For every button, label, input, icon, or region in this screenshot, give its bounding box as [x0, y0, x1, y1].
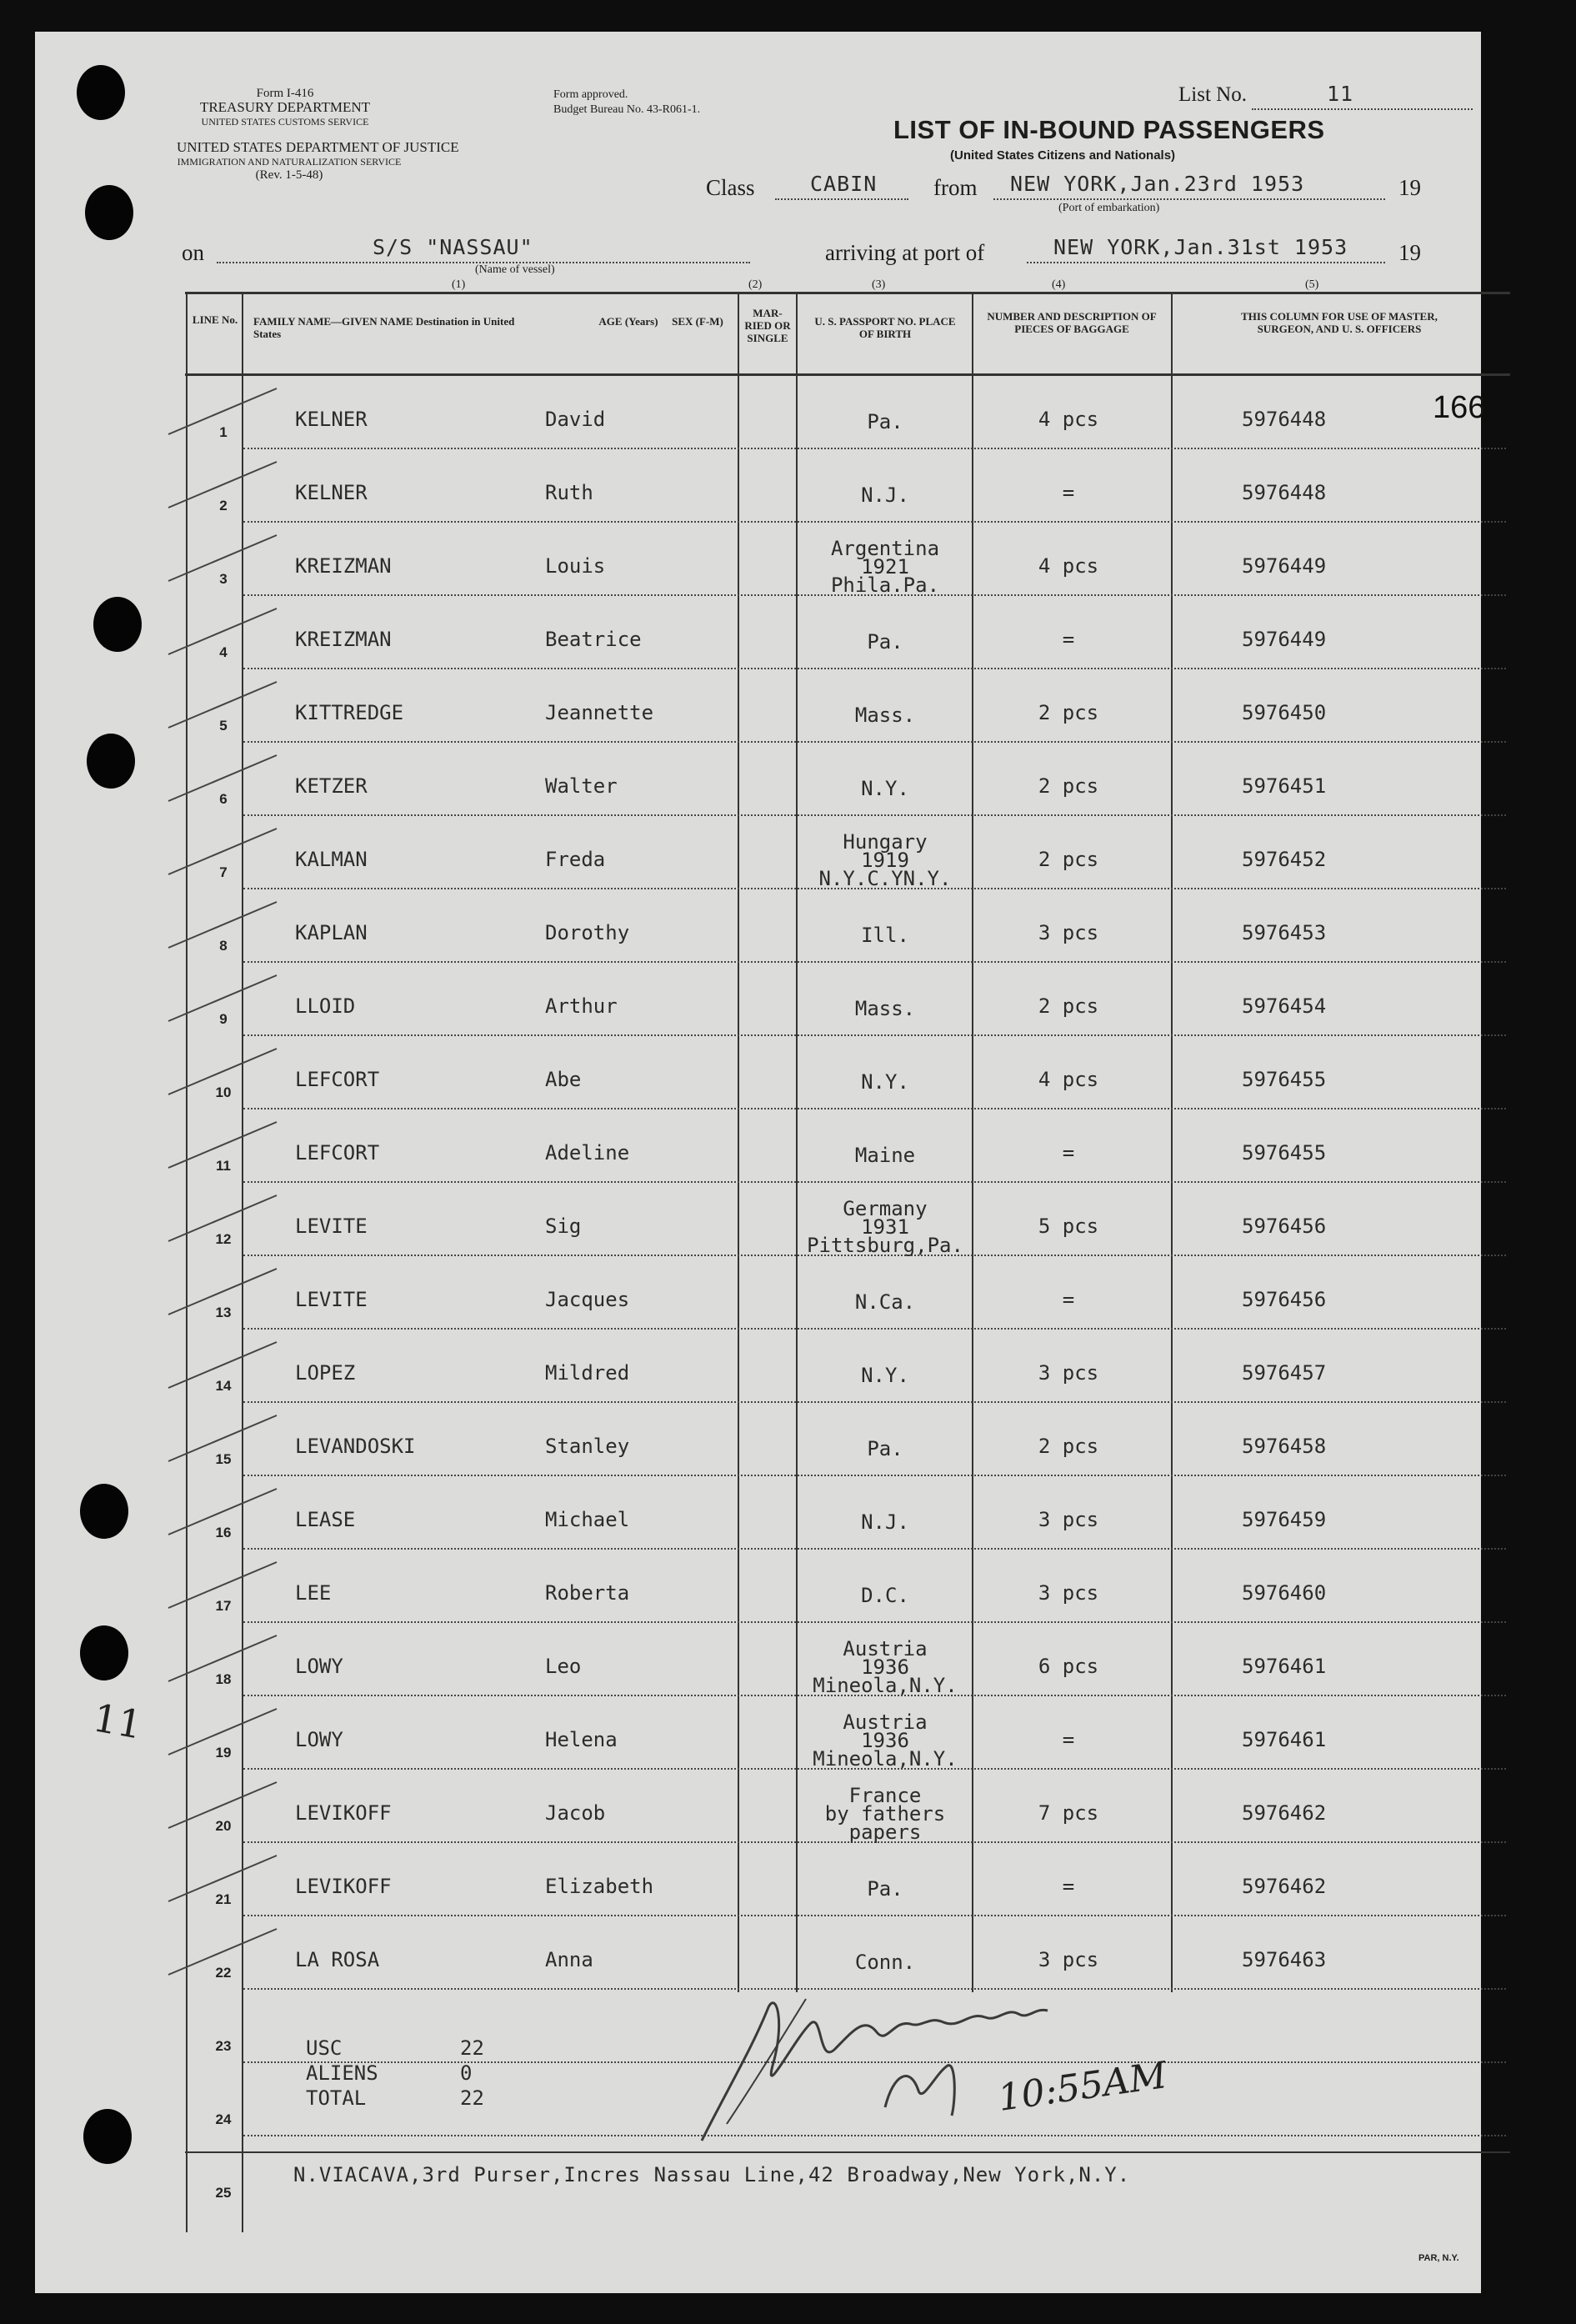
class-label: Class: [706, 175, 755, 200]
budget-bureau: Budget Bureau No. 43-R061-1.: [553, 103, 701, 116]
place-of-birth: Maine: [854, 1144, 916, 1167]
place-of-birth: N.J.: [861, 1510, 909, 1534]
place-of-birth: Pa.: [867, 1877, 903, 1901]
header-age: AGE (Years): [598, 315, 658, 328]
check-mark: [168, 462, 277, 508]
baggage-count: 5 pcs: [1038, 1215, 1099, 1238]
family-name: KELNER: [295, 408, 368, 431]
line-number: 13: [215, 1305, 232, 1320]
place-of-birth: Hungary 1919 N.Y.C.YN.Y.: [818, 830, 952, 890]
check-mark: [168, 1049, 277, 1094]
given-name: Abe: [545, 1068, 582, 1091]
officer-number: 5976449: [1242, 628, 1327, 651]
check-mark: [168, 682, 277, 728]
baggage-count: 3 pcs: [1038, 1581, 1099, 1605]
list-underline: [1252, 108, 1473, 110]
line-number: 6: [219, 791, 228, 807]
officer-number: 5976453: [1242, 921, 1327, 944]
given-name: Walter: [545, 774, 618, 798]
header-sex: SEX (F-M): [672, 315, 723, 328]
line-number: 20: [215, 1818, 232, 1834]
from-label: from: [933, 175, 978, 200]
officer-number: 5976461: [1242, 1655, 1327, 1678]
place-of-birth: Pa.: [867, 410, 903, 433]
family-name: LEVIKOFF: [295, 1875, 392, 1898]
family-name: KREIZMAN: [295, 554, 392, 578]
baggage-count: 2 pcs: [1038, 1435, 1099, 1458]
check-mark: [168, 1635, 277, 1681]
family-name: KETZER: [295, 774, 368, 798]
given-name: David: [545, 408, 606, 431]
header-line-no: LINE No.: [192, 313, 238, 326]
baggage-count: 3 pcs: [1038, 921, 1099, 944]
baggage-count: =: [1062, 1141, 1075, 1165]
line-number: 8: [219, 938, 228, 954]
col-num-1: (1): [452, 278, 466, 291]
given-name: Beatrice: [545, 628, 642, 651]
officer-number: 5976451: [1242, 774, 1327, 798]
baggage-count: 2 pcs: [1038, 848, 1099, 871]
given-name: Helena: [545, 1728, 618, 1751]
family-name: KAPLAN: [295, 921, 368, 944]
officer-number: 5976455: [1242, 1141, 1327, 1165]
given-name: Roberta: [545, 1581, 630, 1605]
check-mark: [168, 829, 277, 874]
page-number: 166: [1433, 390, 1486, 425]
purser-line: N.VIACAVA,3rd Purser,Incres Nassau Line,42 Broadway,New York,N.Y.: [293, 2163, 1131, 2186]
place-of-birth: Mass.: [854, 997, 916, 1020]
manifest-sheet: [35, 32, 1486, 2293]
family-name: LA ROSA: [295, 1948, 380, 1971]
check-mark: [168, 609, 277, 654]
given-name: Sig: [545, 1215, 582, 1238]
baggage-count: 3 pcs: [1038, 1508, 1099, 1531]
check-marks: [160, 376, 380, 2043]
family-name: KELNER: [295, 481, 368, 504]
place-of-birth: Mass.: [854, 704, 916, 727]
given-name: Jacques: [545, 1288, 630, 1311]
baggage-count: 3 pcs: [1038, 1361, 1099, 1385]
justice-dept: UNITED STATES DEPARTMENT OF JUSTICE: [177, 139, 459, 155]
family-name: LEFCORT: [295, 1068, 380, 1091]
baggage-count: 2 pcs: [1038, 994, 1099, 1018]
given-name: Jacob: [545, 1801, 606, 1825]
col-num-5: (5): [1305, 278, 1319, 291]
officer-number: 5976456: [1242, 1288, 1327, 1311]
list-number: 11: [1327, 82, 1354, 106]
col-num-2: (2): [748, 278, 763, 291]
binder-hole-1: [77, 65, 125, 120]
line-number: 9: [219, 1011, 228, 1027]
line-number: 23: [215, 2038, 232, 2054]
line-number: 11: [216, 1158, 231, 1174]
check-mark: [168, 1929, 277, 1975]
family-name: LLOID: [295, 994, 356, 1018]
officer-number: 5976448: [1242, 408, 1327, 431]
place-of-birth: France by fathers papers: [824, 1784, 946, 1844]
place-of-birth: D.C.: [861, 1584, 909, 1607]
line-number: 14: [215, 1378, 232, 1394]
arrival-underline: [1027, 262, 1385, 263]
family-name: KREIZMAN: [295, 628, 392, 651]
family-name: LOWY: [295, 1655, 343, 1678]
officer-number: 5976460: [1242, 1581, 1327, 1605]
line-number: 19: [215, 1745, 232, 1761]
given-name: Adeline: [545, 1141, 630, 1165]
place-of-birth: Argentina 1921 Phila.Pa.: [830, 537, 940, 597]
total-label: USC: [306, 2036, 343, 2060]
place-of-birth: Pa.: [867, 1437, 903, 1460]
family-name: KALMAN: [295, 848, 368, 871]
family-name: LOWY: [295, 1728, 343, 1751]
binder-hole-6: [80, 1625, 128, 1680]
officer-number: 5976452: [1242, 848, 1327, 871]
officer-number: 5976462: [1242, 1801, 1327, 1825]
binder-hole-2: [85, 185, 133, 240]
officer-number: 5976449: [1242, 554, 1327, 578]
family-name: LEASE: [295, 1508, 356, 1531]
given-name: Leo: [545, 1655, 582, 1678]
line-number: 1: [219, 424, 228, 440]
customs-service: UNITED STATES CUSTOMS SERVICE: [201, 116, 369, 128]
given-name: Louis: [545, 554, 606, 578]
baggage-count: =: [1062, 1875, 1075, 1898]
place-of-birth: N.Y.: [861, 1070, 909, 1094]
given-name: Elizabeth: [545, 1875, 654, 1898]
given-name: Freda: [545, 848, 606, 871]
total-value: 22: [460, 2036, 484, 2060]
given-name: Dorothy: [545, 921, 630, 944]
embark-caption: (Port of embarkation): [1058, 202, 1160, 214]
check-mark: [168, 902, 277, 948]
vessel-caption: (Name of vessel): [475, 263, 555, 276]
family-name: LEVITE: [295, 1215, 368, 1238]
place-of-birth: Austria 1936 Mineola,N.Y.: [813, 1637, 958, 1697]
given-name: Jeannette: [545, 701, 654, 724]
binder-hole-3: [93, 597, 142, 652]
line-number: 15: [215, 1451, 232, 1467]
from-underline: [993, 198, 1385, 200]
given-name: Anna: [545, 1948, 593, 1971]
header-name: FAMILY NAME—GIVEN NAME Destination in United States: [253, 315, 515, 340]
check-mark: [168, 1856, 277, 1901]
officer-number: 5976455: [1242, 1068, 1327, 1091]
check-mark: [168, 975, 277, 1021]
baggage-count: 2 pcs: [1038, 774, 1099, 798]
given-name: Mildred: [545, 1361, 630, 1385]
line-number: 3: [219, 571, 228, 587]
line-number: 5: [219, 718, 228, 734]
printer-mark: PAR, N.Y.: [1418, 2253, 1459, 2263]
family-name: LEVIKOFF: [295, 1801, 392, 1825]
officer-number: 5976458: [1242, 1435, 1327, 1458]
baggage-count: =: [1062, 1288, 1075, 1311]
baggage-count: 3 pcs: [1038, 1948, 1099, 1971]
officer-number: 5976454: [1242, 994, 1327, 1018]
place-of-birth: N.Ca.: [854, 1290, 916, 1314]
check-mark: [168, 535, 277, 581]
officer-number: 5976457: [1242, 1361, 1327, 1385]
family-name: LEE: [295, 1581, 332, 1605]
family-name: LOPEZ: [295, 1361, 356, 1385]
header-baggage: NUMBER AND DESCRIPTION OF PIECES OF BAGGAGE: [987, 310, 1157, 335]
binder-hole-5: [80, 1484, 128, 1539]
officer-number: 5976462: [1242, 1875, 1327, 1898]
family-name: LEVANDOSKI: [295, 1435, 416, 1458]
page-title: LIST OF IN-BOUND PASSENGERS: [893, 115, 1325, 144]
baggage-count: =: [1062, 628, 1075, 651]
from-year-prefix: 19: [1398, 175, 1421, 200]
revision-date: (Rev. 1-5-48): [255, 168, 323, 182]
family-name: LEFCORT: [295, 1141, 380, 1165]
table-top-border: [185, 292, 1510, 294]
on-label: on: [182, 240, 204, 265]
binder-hole-4: [87, 734, 135, 789]
baggage-count: 2 pcs: [1038, 701, 1099, 724]
line-number: 10: [215, 1084, 232, 1100]
line-number: 7: [219, 864, 228, 880]
line-number: 18: [215, 1671, 232, 1687]
family-name: LEVITE: [295, 1288, 368, 1311]
given-name: Stanley: [545, 1435, 630, 1458]
place-of-birth: Ill.: [861, 924, 909, 947]
list-label: List No.: [1178, 83, 1247, 106]
col-num-3: (3): [872, 278, 886, 291]
place-of-birth: Pa.: [867, 630, 903, 654]
form-approved: Form approved.: [553, 88, 628, 101]
header-officers: THIS COLUMN FOR USE OF MASTER, SURGEON, AND U. S. OFFICERS: [1241, 310, 1438, 335]
line-number: 17: [215, 1598, 232, 1614]
tally-mark: 11: [89, 1695, 146, 1748]
baggage-count: 4 pcs: [1038, 1068, 1099, 1091]
place-of-birth: N.Y.: [861, 777, 909, 800]
officer-number: 5976448: [1242, 481, 1327, 504]
baggage-count: 4 pcs: [1038, 408, 1099, 431]
treasury-dept: TREASURY DEPARTMENT: [199, 99, 371, 115]
check-mark: [168, 1709, 277, 1755]
baggage-count: 4 pcs: [1038, 554, 1099, 578]
total-label: ALIENS: [306, 2061, 378, 2085]
timestamp: 10:55AM: [995, 2054, 1170, 2120]
officer-signature: [668, 1974, 1135, 2157]
arriving-label: arriving at port of: [825, 240, 985, 265]
total-value: 0: [460, 2061, 473, 2085]
line-number: 22: [215, 1965, 232, 1981]
line-number: 4: [219, 644, 228, 660]
given-name: Ruth: [545, 481, 593, 504]
officer-number: 5976461: [1242, 1728, 1327, 1751]
line-number: 21: [215, 1891, 232, 1907]
given-name: Michael: [545, 1508, 630, 1531]
line-number: 25: [215, 2185, 232, 2201]
class-underline: [775, 198, 908, 200]
check-mark: [168, 1195, 277, 1241]
place-of-birth: N.J.: [861, 483, 909, 507]
check-mark: [168, 1269, 277, 1315]
check-mark: [168, 1562, 277, 1608]
place-of-birth: Germany 1931 Pittsburg,Pa.: [807, 1197, 963, 1257]
baggage-count: =: [1062, 1728, 1075, 1751]
baggage-count: =: [1062, 481, 1075, 504]
family-name: KITTREDGE: [295, 701, 404, 724]
total-label: TOTAL: [306, 2086, 367, 2110]
ins-service: IMMIGRATION AND NATURALIZATION SERVICE: [177, 156, 402, 168]
header-passport: U. S. PASSPORT NO. PLACE OF BIRTH: [814, 315, 956, 340]
check-mark: [168, 1342, 277, 1388]
check-mark: [168, 388, 277, 434]
col-num-4: (4): [1052, 278, 1066, 291]
officer-number: 5976459: [1242, 1508, 1327, 1531]
place-of-birth: Austria 1936 Mineola,N.Y.: [813, 1710, 958, 1771]
check-mark: [168, 755, 277, 801]
line-number: 12: [215, 1231, 232, 1247]
place-of-birth: Conn.: [854, 1951, 916, 1974]
page-subtitle: (United States Citizens and Nationals): [950, 148, 1176, 163]
check-mark: [168, 1489, 277, 1535]
place-of-birth: N.Y.: [861, 1364, 909, 1387]
class-value: CABIN: [810, 172, 878, 196]
check-mark: [168, 1415, 277, 1461]
check-mark: [168, 1782, 277, 1828]
vessel-name: S/S "NASSAU": [373, 235, 533, 259]
binder-hole-7: [83, 2109, 132, 2164]
officer-number: 5976450: [1242, 701, 1327, 724]
baggage-count: 6 pcs: [1038, 1655, 1099, 1678]
header-married: MAR- RIED OR SINGLE: [744, 307, 791, 344]
form-number: Form I-416: [256, 87, 314, 100]
line-number: 2: [219, 498, 228, 513]
baggage-count: 7 pcs: [1038, 1801, 1099, 1825]
arrival-year-prefix: 19: [1398, 240, 1421, 265]
officer-number: 5976463: [1242, 1948, 1327, 1971]
officer-number: 5976456: [1242, 1215, 1327, 1238]
arrival-port-value: NEW YORK,Jan.31st 1953: [1053, 235, 1348, 259]
embark-port-value: NEW YORK,Jan.23rd 1953: [1010, 172, 1305, 196]
given-name: Arthur: [545, 994, 618, 1018]
line-number: 24: [215, 2111, 232, 2127]
line-number: 16: [215, 1525, 232, 1540]
check-mark: [168, 1122, 277, 1168]
total-value: 22: [460, 2086, 484, 2110]
